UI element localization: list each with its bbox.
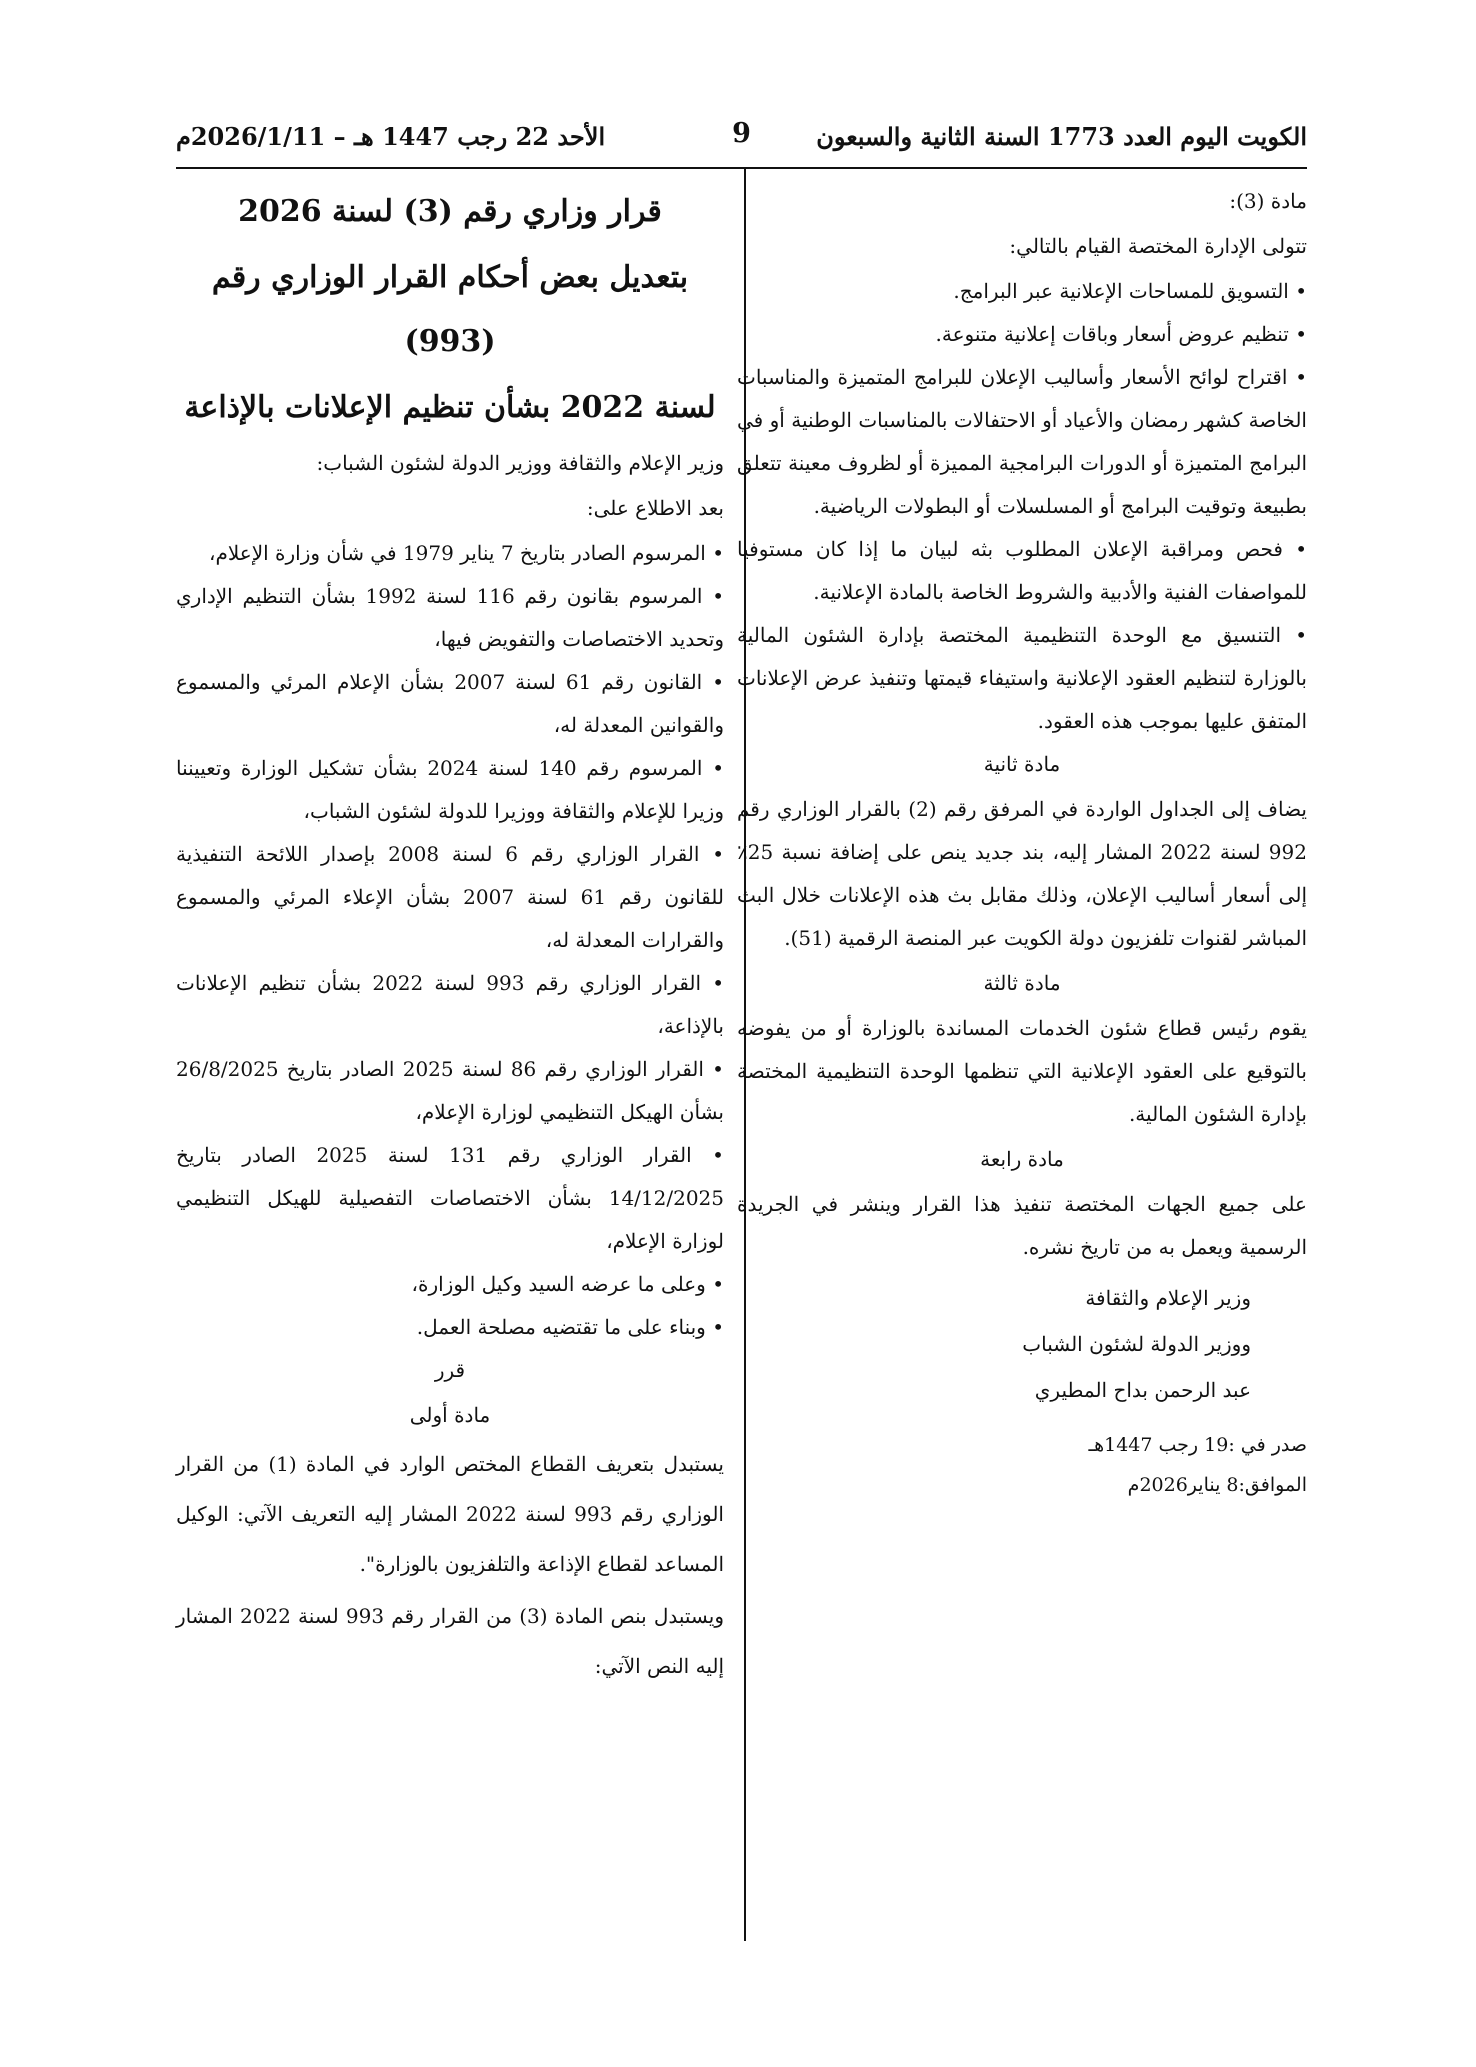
reference-item: • القرار الوزاري رقم 131 لسنة 2025 الصادر بتاريخ 14/12/2025 بشأن الاختصاصات التفصيلية للهيكل التنظيمي لوزارة الإعلام، [176, 1143, 724, 1253]
issued-hijri-date: صدر في :19 رجب 1447هـ [1088, 1434, 1307, 1456]
third-article-text: يقوم رئيس قطاع شئون الخدمات المساندة بالوزارة أو من يفوضه بالتوقيع على العقود الإعلانية التي تنظمها الوحدة التنظيمية المختصة بإدارة الشئون المالية. [737, 1016, 1307, 1126]
reference-item: • المرسوم بقانون رقم 116 لسنة 1992 بشأن التنظيم الإداري وتحديد الاختصاصات والتفويض فيها، [176, 584, 724, 651]
review-intro: بعد الاطلاع على: [586, 496, 724, 520]
signature-block [737, 1275, 1251, 1413]
page-number: 9 [732, 118, 751, 149]
reference-item: • المرسوم الصادر بتاريخ 7 يناير 1979 في شأن وزارة الإعلام، [209, 541, 724, 565]
reference-item: • وبناء على ما تقتضيه مصلحة العمل. [416, 1315, 724, 1339]
reference-item: • المرسوم رقم 140 لسنة 2024 بشأن تشكيل الوزارة وتعييننا وزيرا للإعلام والثقافة ووزيرا للدولة لشئون الشباب، [176, 756, 724, 823]
reference-item: • القرار الوزاري رقم 993 لسنة 2022 بشأن تنظيم الإعلانات بالإذاعة، [176, 971, 724, 1038]
task-item: • تنظيم عروض أسعار وباقات إعلانية متنوعة. [935, 322, 1307, 346]
signatory-name: عبد الرحمن بداح المطيري [1034, 1378, 1251, 1402]
signatory-title: وزير الإعلام والثقافة [1085, 1286, 1251, 1310]
task-item: • اقتراح لوائح الأسعار وأساليب الإعلان للبرامج المتميزة والمناسبات الخاصة كشهر رمضان والأعياد أو الاحتفالات بالمناسبات الوطنية أو في البرامج المتميزة أو الدورات البرامجية المميزة أو لظروف معينة تتعلق بطبيعة وتوقيت البرامج أو المسلسلات أو البطولات الرياضية. [737, 365, 1307, 518]
second-article-text: يضاف إلى الجداول الواردة في المرفق رقم (2) بالقرار الوزاري رقم 992 لسنة 2022 المشار إليه، بند جديد ينص على إضافة نسبة 25٪ إلى أسعار أساليب الإعلان، وذلك مقابل بث هذه الإعلانات خلال البث المباشر لقنوات تلفزيون دولة الكويت عبر المنصة الرقمية (51). [737, 797, 1307, 950]
reference-item: • القانون رقم 61 لسنة 2007 بشأن الإعلام المرئي والمسموع والقوانين المعدلة له، [176, 670, 724, 737]
task-item: • فحص ومراقبة الإعلان المطلوب بثه لبيان ما إذا كان مستوفيا للمواصفات الفنية والأدبية والشروط الخاصة بالمادة الإعلانية. [737, 537, 1307, 604]
third-article-label: مادة ثالثة [983, 971, 1061, 995]
left-column [176, 180, 724, 1693]
decided-label: قرر [434, 1358, 466, 1382]
page-header [176, 118, 1307, 158]
decree-subtitle: بتعديل بعض أحكام القرار الوزاري رقم (993) [211, 260, 689, 359]
reference-item: • وعلى ما عرضه السيد وكيل الوزارة، [411, 1272, 724, 1296]
fourth-article-label: مادة رابعة [980, 1147, 1064, 1171]
issue-date-block [737, 1425, 1307, 1505]
article3-label: مادة (3): [1229, 189, 1307, 213]
fourth-article-text: على جميع الجهات المختصة تنفيذ هذا القرار وينشر في الجريدة الرسمية ويعمل به من تاريخ نشره. [737, 1192, 1307, 1259]
article3-intro: تتولى الإدارة المختصة القيام بالتالي: [1009, 234, 1307, 258]
header-divider [176, 167, 1307, 169]
reference-item: • القرار الوزاري رقم 86 لسنة 2025 الصادر بتاريخ 26/8/2025 بشأن الهيكل التنظيمي لوزارة الإعلام، [176, 1057, 724, 1124]
issued-gregorian-date: الموافق:8 يناير2026م [1127, 1474, 1307, 1496]
first-article-text: يستبدل بتعريف القطاع المختص الوارد في المادة (1) من القرار الوزاري رقم 993 لسنة 2022 المشار إليه التعريف الآتي: الوكيل المساعد لقطاع الإذاعة والتلفزيون بالوزارة". [176, 1452, 724, 1576]
second-article-label: مادة ثانية [983, 752, 1061, 776]
issuer-line: وزير الإعلام والثقافة ووزير الدولة لشئون الشباب: [316, 451, 724, 475]
task-item: • التسويق للمساحات الإعلانية عبر البرامج. [953, 279, 1307, 303]
gazette-issue-info: الكويت اليوم العدد 1773 السنة الثانية والسبعون [816, 122, 1307, 151]
signatory-title: ووزير الدولة لشئون الشباب [1022, 1332, 1251, 1356]
decree-subtitle: لسنة 2022 بشأن تنظيم الإعلانات بالإذاعة [184, 390, 716, 425]
decree-title: قرار وزاري رقم (3) لسنة 2026 [238, 194, 662, 229]
first-article-label: مادة أولى [409, 1403, 491, 1427]
reference-item: • القرار الوزاري رقم 6 لسنة 2008 بإصدار اللائحة التنفيذية للقانون رقم 61 لسنة 2007 بشأن الإعلاء المرئي والمسموع والقرارات المعدلة له، [176, 842, 724, 952]
right-column [737, 180, 1307, 1505]
replacement-text: ويستبدل بنص المادة (3) من القرار رقم 993 لسنة 2022 المشار إليه النص الآتي: [176, 1604, 724, 1678]
task-item: • التنسيق مع الوحدة التنظيمية المختصة بإدارة الشئون المالية بالوزارة لتنظيم العقود الإعلانية واستيفاء قيمتها وتنفيذ عرض الإعلانات المتفق عليها بموجب هذه العقود. [737, 623, 1307, 733]
issue-date: الأحد 22 رجب 1447 هـ – 2026/1/11م [176, 122, 606, 151]
